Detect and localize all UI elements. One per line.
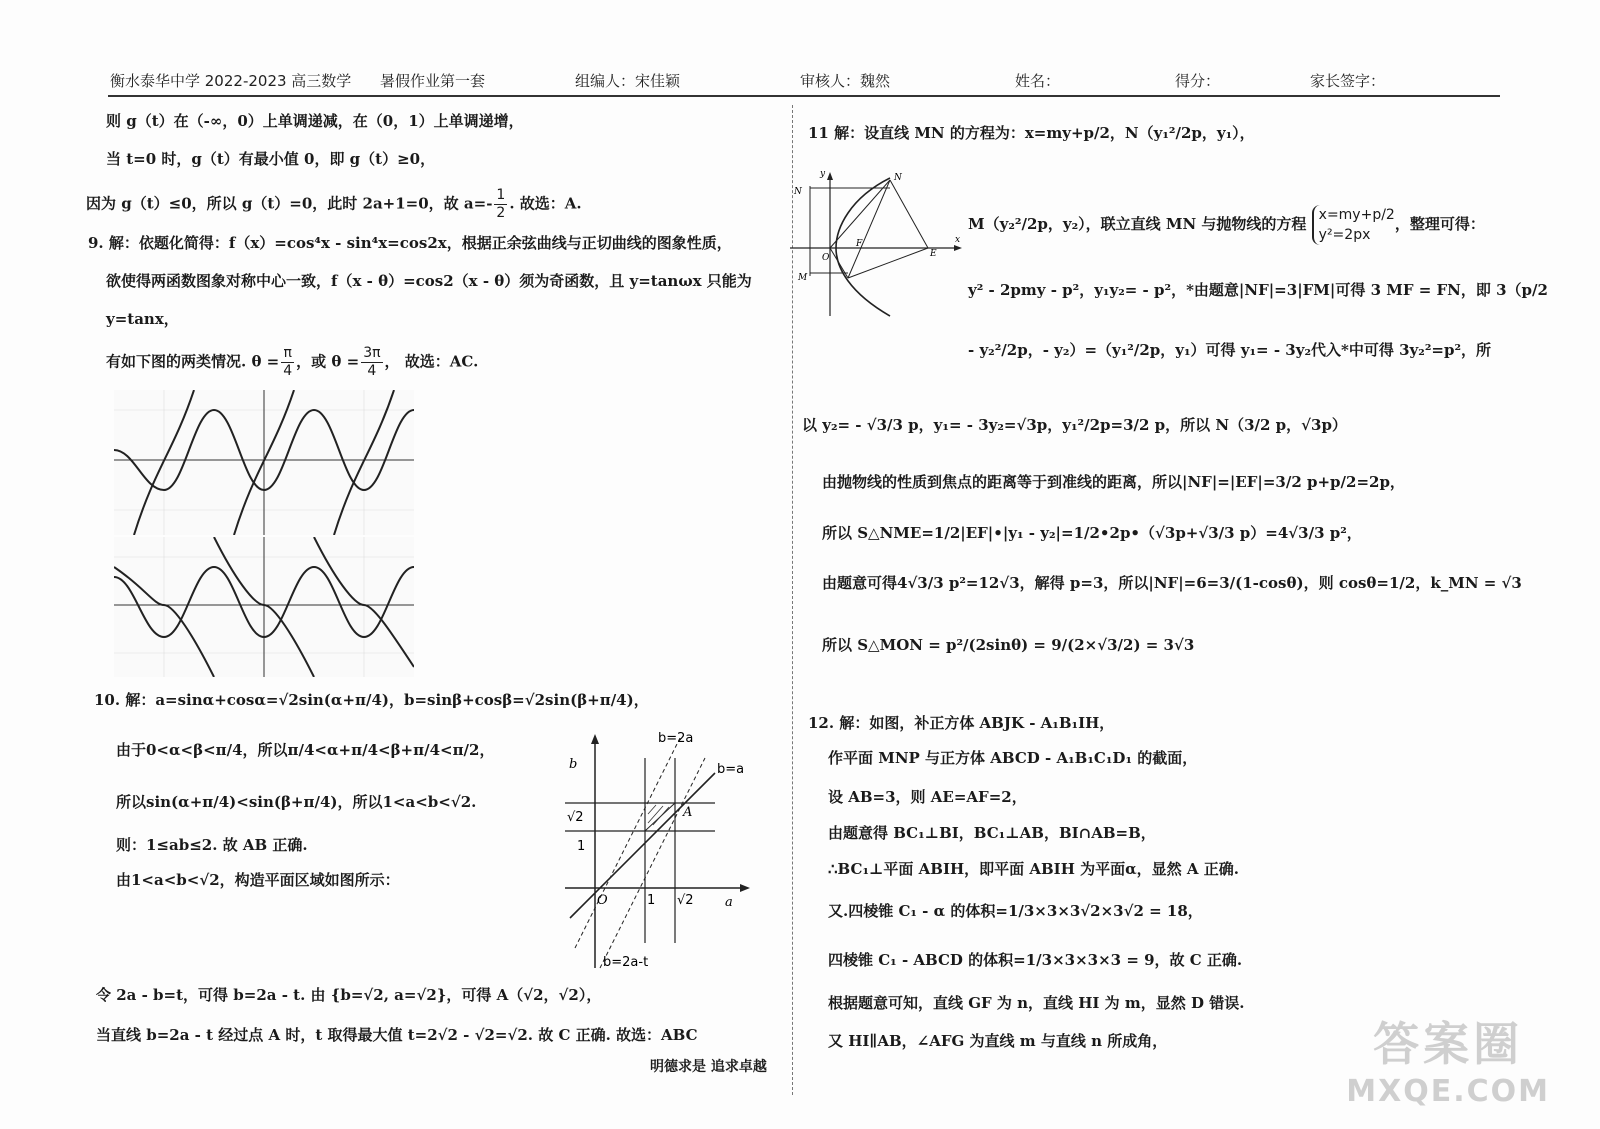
text-line: 四棱锥 C₁ - ABCD 的体积=1/3×3×3×3 = 9，故 C 正确. — [828, 951, 1243, 969]
text-line: 则 g（t）在（-∞，0）上单调递减，在（0，1）上单调递增， — [106, 112, 524, 130]
text-line: y=tanx， — [106, 310, 179, 328]
reviewer: 审核人：魏然 — [800, 72, 891, 90]
text-line — [968, 205, 1485, 245]
fig-label: y — [820, 169, 826, 179]
fig-label: F — [856, 239, 863, 249]
cos-tan-graph-2 — [114, 537, 414, 677]
text-line: 以 y₂= - √3/3 p，y₁= - 3y₂=√3p，y₁²/2p=3/2 p，所以 N（3/2 p，√3p） — [802, 416, 1347, 434]
fig-label: √2 — [677, 893, 694, 908]
fig-label: √2 — [567, 810, 584, 825]
fig-label: 1 — [577, 839, 586, 854]
fig-label: N — [794, 187, 802, 197]
text-line: 10. 解：a=sinα+cosα=√2sin(α+π/4)，b=sinβ+cosβ=√2sin(β+π/4)， — [94, 691, 649, 709]
text-span: 有如下图的两类情况. θ = — [106, 352, 280, 371]
watermark-text: 答案圈 — [1373, 1017, 1524, 1071]
q10-region-figure — [555, 728, 765, 978]
equation: x=my+p/2 — [1318, 207, 1395, 223]
watermark-url: MXQE.COM — [1346, 1074, 1550, 1109]
text-span: 因为 g（t）≤0，所以 g（t）=0，此时 2a+1=0，故 a=- — [86, 194, 493, 213]
text-span: ， 故选：AC. — [384, 352, 479, 371]
text-line: 根据题意可知，直线 GF 为 n，直线 HI 为 m，显然 D 错误. — [828, 994, 1245, 1012]
text-line: 作平面 MNP 与正方体 ABCD - A₁B₁C₁D₁ 的截面， — [828, 749, 1198, 767]
text-span: . 故选：A. — [509, 194, 582, 213]
parent-signature-field: 家长签字： — [1310, 72, 1386, 90]
denominator: 4 — [367, 363, 377, 379]
fig-label: E — [930, 249, 937, 259]
text-line: 由题意可得4√3/3 p²=12√3，解得 p=3，所以|NF|=6=3/(1-cosθ)，则 cosθ=1/2，k_MN = √3 — [822, 574, 1522, 592]
text-line: ∴BC₁⊥平面 ABIH，即平面 ABIH 为平面α，显然 A 正确. — [828, 860, 1239, 878]
text-line: 则：1≤ab≤2. 故 AB 正确. — [116, 836, 308, 854]
numerator: 1 — [496, 187, 506, 203]
fig-label: b=2a — [658, 731, 694, 746]
equation-system — [1312, 205, 1395, 245]
fig-label: 1 — [647, 893, 656, 908]
text-line: 所以 S△MON = p²/(2sinθ) = 9/(2×√3/2) = 3√3 — [822, 636, 1195, 654]
denominator: 2 — [496, 205, 506, 221]
q11-parabola-figure — [790, 168, 965, 318]
text-line: 当 t=0 时，g（t）有最小值 0，即 g（t）≥0， — [106, 150, 436, 168]
editor: 组编人：宋佳颖 — [575, 72, 681, 90]
text-line: 所以sin(α+π/4)<sin(β+π/4)，所以1<a<b<√2. — [116, 793, 477, 811]
fig-label: M — [798, 273, 808, 283]
text-line: 当直线 b=2a - t 经过点 A 时，t 取得最大值 t=2√2 - √2=√2. 故 C 正确. 故选：ABC — [96, 1026, 698, 1044]
text-line — [86, 187, 582, 222]
text-line: - y₂²/2p，- y₂）=（y₁²/2p，y₁）可得 y₁= - 3y₂代入*中可得 3y₂²=p²，所 — [968, 341, 1492, 359]
header-rule — [108, 95, 1500, 97]
denominator: 4 — [283, 363, 293, 379]
text-line: 欲使得两函数图象对称中心一致，f（x - θ）=cos2（x - θ）须为奇函数，且 y=tanωx 只能为 — [106, 272, 752, 290]
text-line: 由1<a<b<√2，构造平面区域如图所示： — [116, 871, 400, 889]
header — [110, 66, 1500, 92]
school-title: 衡水泰华中学 2022-2023 高三数学 — [110, 72, 352, 90]
fig-label: N — [894, 173, 902, 183]
fig-label: a — [725, 895, 733, 910]
fig-label: b=a — [717, 762, 745, 777]
assignment-title: 暑假作业第一套 — [380, 72, 486, 90]
fig-label: O — [822, 253, 830, 263]
text-line: 又 HI∥AB，∠AFG 为直线 m 与直线 n 所成角， — [828, 1032, 1168, 1050]
fraction — [281, 345, 294, 380]
text-line: 由于0<α<β<π/4，所以π/4<α+π/4<β+π/4<π/2， — [116, 741, 495, 759]
text-line: 9. 解：依题化简得：f（x）=cos⁴x - sin⁴x=cos2x，根据正余弦曲线与正切曲线的图象性质， — [88, 234, 732, 252]
text-line: 12. 解：如图，补正方体 ABJK - A₁B₁IH， — [808, 714, 1115, 732]
numerator: 3π — [363, 345, 381, 361]
text-span: M（y₂²/2p，y₂），联立直线 MN 与抛物线的方程 — [968, 215, 1307, 233]
text-line: 由题意得 BC₁⊥BI，BC₁⊥AB，BI∩AB=B， — [828, 824, 1156, 842]
fig-label: b — [569, 757, 578, 772]
text-span: ，整理可得： — [1394, 215, 1485, 233]
text-line: 设 AB=3，则 AE=AF=2， — [828, 788, 1027, 806]
text-span: ，或 θ = — [296, 352, 360, 371]
score-field: 得分： — [1175, 72, 1221, 90]
equation: y²=2px — [1318, 227, 1371, 243]
text-line: 令 2a - b=t，可得 b=2a - t. 由 {b=√2, a=√2}，可得 A（√2，√2）， — [96, 986, 602, 1004]
text-line: 由抛物线的性质到焦点的距离等于到准线的距离，所以|NF|=|EF|=3/2 p+p/2=2p， — [822, 473, 1405, 491]
text-line: 所以 S△NME=1/2|EF|•|y₁ - y₂|=1/2•2p•（√3p+√3/3 p）=4√3/3 p²， — [822, 524, 1362, 542]
fig-label: b=2a-t — [603, 955, 649, 970]
text-line: 又.四棱锥 C₁ - α 的体积=1/3×3×3√2×3√2 = 18， — [828, 902, 1203, 920]
fraction — [494, 187, 507, 222]
text-line: y² - 2pmy - p²，y₁y₂= - p²，*由题意|NF|=3|FM|可得 3 MF = FN，即 3（p/2 — [968, 281, 1548, 299]
fig-label: x — [955, 235, 961, 245]
footer-motto: 明德求是 追求卓越 — [650, 1059, 767, 1075]
text-line — [106, 345, 478, 380]
watermark-logo — [1346, 1008, 1550, 1109]
fig-label: A — [683, 805, 693, 820]
name-field: 姓名： — [1015, 72, 1061, 90]
cos-tan-graph-1 — [114, 390, 414, 535]
numerator: π — [281, 345, 294, 363]
fraction — [361, 345, 382, 380]
text-line: 11 解：设直线 MN 的方程为：x=my+p/2，N（y₁²/2p，y₁）， — [808, 124, 1255, 142]
fig-label: O — [597, 893, 608, 908]
